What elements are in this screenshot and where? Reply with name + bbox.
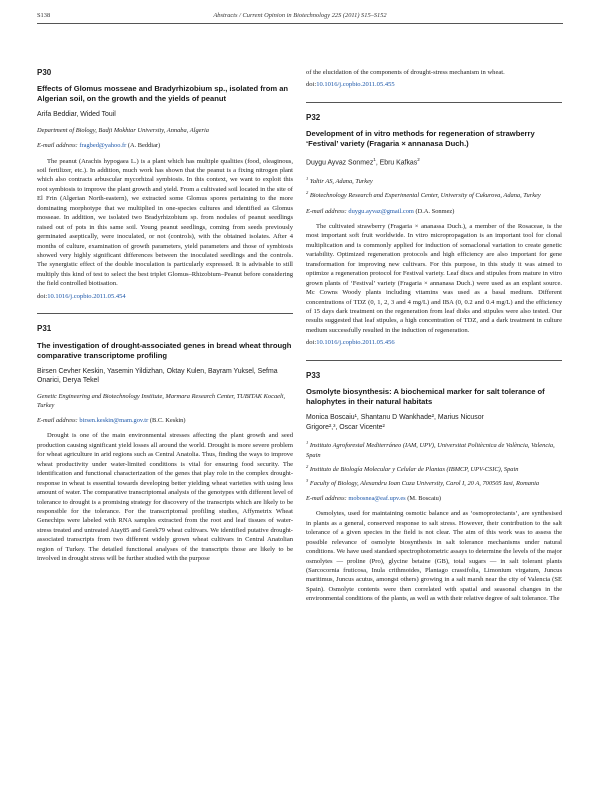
affiliation-text: Yaltir AS, Adana, Turkey [309, 178, 373, 186]
abstract-authors: Birsen Cevher Keskin, Yasemin Yildizhan, Oktay Kulen, Bayram Yuksel, Sefma Onarici, Derya Tekel [37, 367, 278, 385]
author-name: , Ebru Kafkas [375, 159, 418, 167]
email-line [306, 494, 562, 503]
affiliation-number: 1 [306, 440, 309, 446]
email-label: E-mail address: [306, 207, 347, 215]
authors-line: Monica Boscaiu¹, Shantanu D Wankhade², Marius Nicusor [306, 414, 484, 422]
abstract-title: Development of in vitro methods for regeneration of strawberry ‘Festival’ variety (Fragaria × annanasa Duch.) [306, 129, 535, 149]
abstract-body: The cultivated strawberry (Fragaria × ananassa Duch.), a member of the Rosaceae, is the most important soft fruit worldwide. In vitro micropropagation is an important tool for clonal multiplication and is commonly applied for induction of somaclonal variation to create genetic variability. Optimized regeneration protocols and high efficiency are also important for gene transformation for improving new cultivars. For this purpose, in this study it was aimed to optimize a regeneration protocol for Festival variety. Leaf discs and stipules from mature in vitro grown plants of ‘Festival’ variety (Fragaria × annanasa Duch.) were used as an explant source. Mc Cowns Woody plants including vitamins was used as a basal medium. Different concentrations of TDZ (0, 1, 2, 3 and 4 mg/L) and IBA (0, 0.2 and 0.4 mg/L) and the efficiency of 15 days dark treatment on the regeneration from leaf disks and stipules were also tested. Our results suggested that leaf stipules, a high concentration of TDZ, and a dark treatment in culture medium successfully resulted in the induction of regeneration. [306, 222, 562, 334]
doi-line [306, 80, 562, 89]
affiliation-number: 2 [306, 463, 309, 469]
email-owner: (D.A. Sonmez) [415, 207, 455, 215]
abstract-body: Drought is one of the main environmental stresses affecting the plant growth and seed production causing significant yield losses all around the world. Drought is more severe problem for wheat agriculture in arid regions such as Central Anatolia. Thus, finding the ways to improve wheat productivity under water-limited conditions is vital for ensuring food security. The identification and functional characterization of the genes that play role in the complex drought-response in wheat is essential towards developing better yielding wheat varieties with using less amount of water. The comparative transcriptomal analysis of the genotypes with different level of tolerance to drought is a promising strategy for discovery of the transcripts which are likely to be responsible for the tolerance. For the transcriptomal profiling studies, Affymetrix Wheat Genechips were labeled with RNA samples extracted from the root and leaf tissues of water-stress treated and untreated Atay85 and Gerek79 wheat cultivars. We identified putative drought-associated transcripts from two different widely grown wheat cultivars in Central Anatolian region of Turkey. The detailed functional analyses of the transcripts those are likely to be involved in drought stress will be further studied with the purpose [37, 432, 293, 563]
author-superscript: 2 [417, 157, 420, 163]
doi-line [306, 338, 562, 347]
email-label: E-mail address: [306, 494, 347, 502]
doi-line [37, 292, 293, 301]
doi-link[interactable]: 10.1016/j.copbio.2011.05.454 [47, 292, 126, 300]
author-superscript: 1 [373, 157, 376, 163]
email-line [306, 207, 562, 216]
email-line [37, 416, 293, 425]
abstract-authors [306, 155, 562, 168]
doi-prefix: doi: [306, 81, 317, 89]
abstract-body: Osmolytes, used for maintaining osmotic balance and as ‘osmoprotectants’, are synthesised in plants as a general, conserved response to salt stress. However, their contribution to the salt tolerance of a given species in the field is not clear. The aim of this work was to assess the possible relevance of osmolyte biosynthesis in salt tolerance mechanisms under natural conditions. We have used standard spectrophotometric assays to determine the levels of the major osmolytes — proline (Pro), glycine betaine (GB), total sugars — in salt tolerant plants (Sarcocornia fruticosa, Inula crithmoides, Plantago crassifolia, Limonium virgatum, Juncus maritimus, Juncus acutus, amongst others) growing in a salt marsh near the city of Valencia (SE Spain). Osmolyte contents were then correlated with spatial and seasonal changes in the environmental conditions of the plants, as well as with their relative degree of salt tolerance. The [306, 510, 562, 603]
affiliation: Department of Biology, Badji Mokhtar University, Annaba, Algeria [37, 127, 209, 135]
abstract-authors [306, 413, 562, 432]
abstract-p33 [306, 371, 562, 604]
email-label: E-mail address: [37, 416, 78, 424]
continued-body: of the elucidation of the components of drought-stress mechanism in wheat. [306, 69, 505, 76]
author-name: Duygu Ayvaz Sonmez [306, 159, 374, 167]
abstract-id: P33 [306, 370, 321, 380]
abstract-title: Effects of Glomus mosseae and Bradyrhizobium sp., isolated from an Algerian soil, on the growth and the yields of peanut [37, 84, 289, 104]
abstract-id: P30 [37, 68, 52, 77]
section-divider [306, 360, 562, 361]
doi-prefix: doi: [306, 339, 317, 347]
doi-link[interactable]: 10.1016/j.copbio.2011.05.455 [316, 81, 395, 89]
left-column [37, 68, 293, 564]
affiliation-number: 3 [306, 477, 309, 483]
affiliation-text: Biotechnology Research and Experimental Center, University of Cukurova, Adana, Turkey [309, 192, 541, 200]
affiliation [306, 438, 562, 459]
email-owner: (A. Beddiar) [127, 142, 161, 150]
abstract-authors: Arifa Beddiar, Wided Touil [37, 111, 116, 119]
affiliation [306, 188, 562, 200]
abstract-body: The peanut (Arachis hypogaea L.) is a plant which has multiple qualities (food, oleaginous, soil fertilizer, etc.). In addition, much work has shown that the peanut is a fixing nitrogen plant which also contracts arbuscular mycorhizal symbiosis. In this context, we want to exploit this root symbiosis to improve the plant growth and yield. From a cultivated soil located in the site of El Frin (Algerian North-eastern), we extracted some Glomus spores pertaining to the more dominating morphotype that we multiplied in one-species cultures and identified as Glomus mosseae. In addition, we isolated two Bradyrhizobium sp. from nodules of peanut seedlings raised out of pots in this same soil. Young peanut seedlings, coming from seeds previously germinated aseptically, were inoculated, or not (controls), with the obtained isolates. After 4 months of culture, examination of growth parameters, yield parameters and those of symbiosis showed very highly significant differences between the inoculated seedlings and the controls. The synergistic effect of the double inoculation is particularly expressed. It is advisable to still multiply this kind of test to select the best triplet Glomus–Rhizobium–Peanut before considering the field controlled biotisation. [37, 157, 293, 288]
section-divider [306, 102, 562, 103]
email-link[interactable]: fragbed@yahoo.fr [79, 142, 127, 150]
section-divider [37, 313, 293, 314]
affiliation-text: Instituto de Biología Molecular y Celular de Plantas (IBMCP, UPV-CSIC), Spain [309, 465, 519, 473]
abstract-p32 [306, 113, 562, 348]
affiliation-text: Instituto Agroforestal Mediterráneo (IAM, UPV), Universitat Politècnica de València, Valencia, Spain [306, 442, 555, 459]
affiliation-number: 1 [306, 176, 309, 182]
email-label: E-mail address: [37, 142, 78, 150]
running-header [37, 12, 563, 24]
journal-citation: Abstracts / Current Opinion in Biotechnology 22S (2011) S15–S152 [213, 12, 387, 19]
email-link[interactable]: birsen.keskin@mam.gov.tr [79, 416, 149, 424]
header-rule [37, 23, 563, 24]
right-column [306, 68, 562, 604]
affiliation-text: Faculty of Biology, Alexandru Ioan Cuza University, Carol I, 20 A, 700505 Iasi, Romania [309, 479, 540, 487]
email-owner: (B.C. Keskin) [149, 416, 186, 424]
abstract-id: P32 [306, 112, 321, 122]
email-link[interactable]: mobosnea@eaf.upv.es [348, 494, 406, 502]
affiliation-number: 2 [306, 190, 309, 196]
abstract-title: The investigation of drought-associated genes in bread wheat through comparative transcriptome profiling [37, 340, 292, 360]
affiliation [306, 174, 562, 186]
affiliation [306, 462, 562, 474]
doi-link[interactable]: 10.1016/j.copbio.2011.05.456 [316, 339, 395, 347]
abstract-p31 [37, 324, 293, 563]
affiliation: Genetic Engineering and Biotechnology Institute, Marmara Research Center, TUBITAK Kocaeli, Turkey [37, 392, 286, 409]
affiliation [306, 476, 562, 488]
page-number: S138 [37, 12, 51, 19]
abstract-p30 [37, 68, 293, 301]
abstract-title: Osmolyte biosynthesis: A biochemical marker for salt tolerance of halophytes in their natural habitats [306, 387, 545, 407]
doi-prefix: doi: [37, 292, 48, 300]
email-line [37, 141, 293, 150]
email-link[interactable]: duygu.ayvaz@gmail.com [348, 207, 414, 215]
email-owner: (M. Boscaiu) [407, 494, 442, 502]
abstract-id: P31 [37, 324, 52, 334]
authors-line: Grigore²,³, Oscar Vicente² [306, 423, 385, 431]
